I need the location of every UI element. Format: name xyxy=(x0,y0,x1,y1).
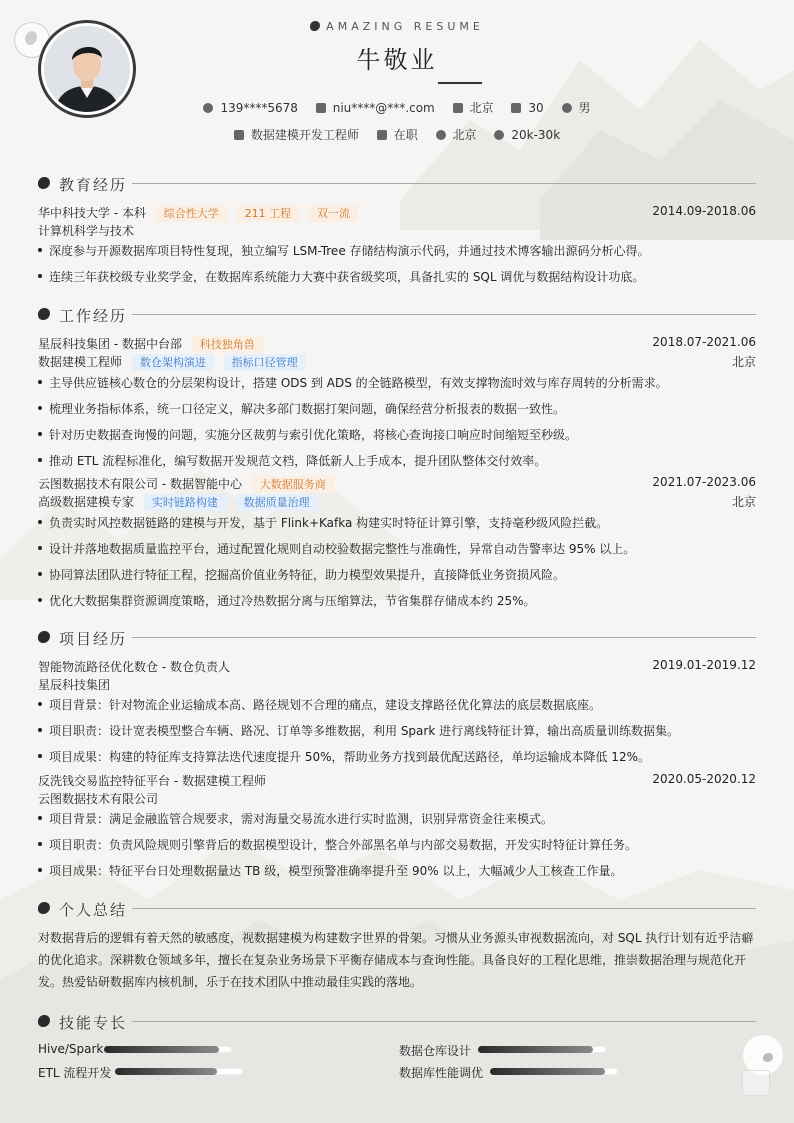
list-item: 推动 ETL 流程标准化，编写数据开发规范文档，降低新人上手成本，提升团队整体交付效率。 xyxy=(38,452,756,469)
school-tag: 综合性大学 xyxy=(156,205,227,222)
position-tag: 指标口径管理 xyxy=(224,354,306,371)
ink-blob-icon xyxy=(38,177,50,189)
school-tag: 双一流 xyxy=(309,205,358,222)
list-item: 项目成果：构建的特征库支持算法迭代速度提升 50%，帮助业务方找到最优配送路径，单均运输成本降低 12%。 xyxy=(38,748,756,765)
list-item: 针对历史数据查询慢的问题，实施分区裁剪与索引优化策略，将核心查询接口响应时间缩短至秒级。 xyxy=(38,426,756,443)
resume-tagline: AMAZING RESUME xyxy=(0,20,794,33)
corner-deco xyxy=(742,1070,770,1096)
major: 计算机科学与技术 xyxy=(38,224,135,238)
skill-bar xyxy=(104,1046,232,1053)
list-item: 项目背景：满足金融监管合规要求，需对海量交易流水进行实时监测，识别异常资金往来模式。 xyxy=(38,810,756,827)
ink-blob-icon xyxy=(38,902,50,914)
skill-bar-fill xyxy=(104,1046,219,1053)
section-divider xyxy=(132,637,756,638)
project-name: 反洗钱交易监控特征平台 - 数据建模工程师 xyxy=(38,774,266,788)
skill-bar-fill xyxy=(115,1068,217,1075)
skill-bar-fill xyxy=(490,1068,605,1075)
job-city: 北京 xyxy=(731,355,756,369)
name-divider xyxy=(438,82,482,84)
list-item: 项目职责：负责风险规则引擎背后的数据模型设计，整合外部黑名单与内部交易数据，开发实时特征计算任务。 xyxy=(38,836,756,853)
job-intent-row xyxy=(0,126,794,143)
list-item: 连续三年获校级专业奖学金，在数据库系统能力大赛中获省级奖项，具备扎实的 SQL 调优与数据结构设计功底。 xyxy=(38,268,756,285)
project-date: 2020.05-2020.12 xyxy=(652,772,756,786)
skills-section-title: 技能专长 xyxy=(38,1012,756,1032)
education-date: 2014.09-2018.06 xyxy=(652,204,756,218)
briefcase-icon xyxy=(377,130,387,140)
ink-blob-icon xyxy=(38,308,50,320)
skill-bar xyxy=(490,1068,618,1075)
skill-bar-fill xyxy=(478,1046,593,1053)
list-item: 项目成果：特征平台日处理数据量达 TB 级，模型预警准确率提升至 90% 以上，大幅减少人工核查工作量。 xyxy=(38,862,756,879)
email-item: niu****@***.com xyxy=(316,101,435,115)
job-city: 北京 xyxy=(731,495,756,509)
school-name: 华中科技大学 - 本科 xyxy=(38,206,146,220)
list-item: 深度参与开源数据库项目特性复现，独立编写 LSM-Tree 存储结构演示代码，并通过技术博客输出源码分析心得。 xyxy=(38,242,756,259)
section-divider xyxy=(132,908,756,909)
position-tag: 数仓架构演进 xyxy=(132,354,214,371)
work-section-title: 工作经历 xyxy=(38,305,756,325)
list-item: 设计并落地数据质量监控平台，通过配置化规则自动校验数据完整性与准确性，异常自动告警率达 95% 以上。 xyxy=(38,540,756,557)
contact-info-row xyxy=(0,99,794,116)
company-name: 星辰科技集团 - 数据中台部 xyxy=(38,337,182,351)
ink-blob-icon xyxy=(38,1015,50,1027)
phone-item: 139****5678 xyxy=(203,101,297,115)
location-pin-icon xyxy=(436,130,446,140)
company-tag: 科技独角兽 xyxy=(192,336,263,353)
school-tag: 211 工程 xyxy=(237,205,300,222)
project-date: 2019.01-2019.12 xyxy=(652,658,756,672)
ink-blob-icon xyxy=(310,21,320,31)
project-org: 云图数据技术有限公司 xyxy=(38,792,159,806)
project-section-title: 项目经历 xyxy=(38,628,756,648)
skill-bar xyxy=(115,1068,243,1075)
salary-item: 20k-30k xyxy=(494,128,560,142)
list-item: 优化大数据集群资源调度策略，通过冷热数据分离与压缩算法，节省集群存储成本约 25%。 xyxy=(38,592,756,609)
job-date: 2018.07-2021.06 xyxy=(652,335,756,349)
status-item: 在职 xyxy=(377,126,418,143)
list-item: 主导供应链核心数仓的分层架构设计，搭建 ODS 到 ADS 的全链路模型，有效支撑物流时效与库存周转的分析需求。 xyxy=(38,374,756,391)
section-divider xyxy=(132,183,756,184)
education-section-title: 教育经历 xyxy=(38,174,756,194)
skill-name: 数据库性能调优 xyxy=(399,1066,484,1080)
list-item: 项目背景：针对物流企业运输成本高、路径规划不合理的痛点，建设支撑路径优化算法的底层数据底座。 xyxy=(38,696,756,713)
skill-bar xyxy=(478,1046,606,1053)
job-position: 数据建模工程师 xyxy=(38,355,123,369)
money-icon xyxy=(494,130,504,140)
project-header xyxy=(38,658,756,675)
list-item: 负责实时风控数据链路的建模与开发，基于 Flink+Kafka 构建实时特征计算引擎，支持毫秒级风险拦截。 xyxy=(38,514,756,531)
job-header xyxy=(38,475,756,493)
skill-name: 数据仓库设计 xyxy=(399,1044,472,1058)
position-tag: 实时链路构建 xyxy=(144,494,226,511)
job-position-row xyxy=(38,493,756,511)
skill-name: ETL 流程开发 xyxy=(38,1066,112,1080)
job-position-row xyxy=(38,353,756,371)
hometown-item: 北京 xyxy=(453,99,494,116)
list-item: 梳理业务指标体系，统一口径定义，解决多部门数据打架问题，确保经营分析报表的数据一致性。 xyxy=(38,400,756,417)
list-item: 协同算法团队进行特征工程，挖掘高价值业务特征，助力模型效果提升，直接降低业务资损风险。 xyxy=(38,566,756,583)
cake-icon xyxy=(511,103,521,113)
job-position: 高级数据建模专家 xyxy=(38,495,135,509)
section-divider xyxy=(132,314,756,315)
gender-icon xyxy=(562,103,572,113)
list-item: 项目职责：设计宽表模型整合车辆、路况、订单等多维数据，利用 Spark 进行离线特征计算，输出高质量训练数据集。 xyxy=(38,722,756,739)
home-icon xyxy=(453,103,463,113)
company-name: 云图数据技术有限公司 - 数据智能中心 xyxy=(38,477,242,491)
ink-blob-icon xyxy=(38,631,50,643)
skill-name: Hive/Spark xyxy=(38,1042,104,1056)
age-item: 30 xyxy=(511,101,543,115)
send-icon xyxy=(234,130,244,140)
job-date: 2021.07-2023.06 xyxy=(652,475,756,489)
summary-paragraph: 对数据背后的逻辑有着天然的敏感度，视数据建模为构建数字世界的骨架。习惯从业务源头审视数据流向，对 SQL 执行计划有近乎洁癖 的优化追求。深耕数仓领域多年，擅长在复杂业务场景下平衡存储成本与查询性能。具备良好的工程化思维，推崇数据治理与规范化开 发。热爱钻研数据库内核机制，乐于在技术团队中推动最佳实践的落地。 xyxy=(38,931,754,989)
project-org: 星辰科技集团 xyxy=(38,678,111,692)
summary-section-title: 个人总结 xyxy=(38,899,756,919)
company-tag: 大数据服务商 xyxy=(252,476,334,493)
gender-item: 男 xyxy=(562,99,591,116)
phone-icon xyxy=(203,103,213,113)
candidate-name: 牛敬业 xyxy=(356,46,438,74)
project-name: 智能物流路径优化数仓 - 数仓负责人 xyxy=(38,660,230,674)
mail-icon xyxy=(316,103,326,113)
job-header xyxy=(38,335,756,353)
education-header xyxy=(38,204,756,222)
target-position-item: 数据建模开发工程师 xyxy=(234,126,359,143)
project-header xyxy=(38,772,756,789)
position-tag: 数据质量治理 xyxy=(236,494,318,511)
target-city-item: 北京 xyxy=(436,126,477,143)
section-divider xyxy=(132,1021,756,1022)
